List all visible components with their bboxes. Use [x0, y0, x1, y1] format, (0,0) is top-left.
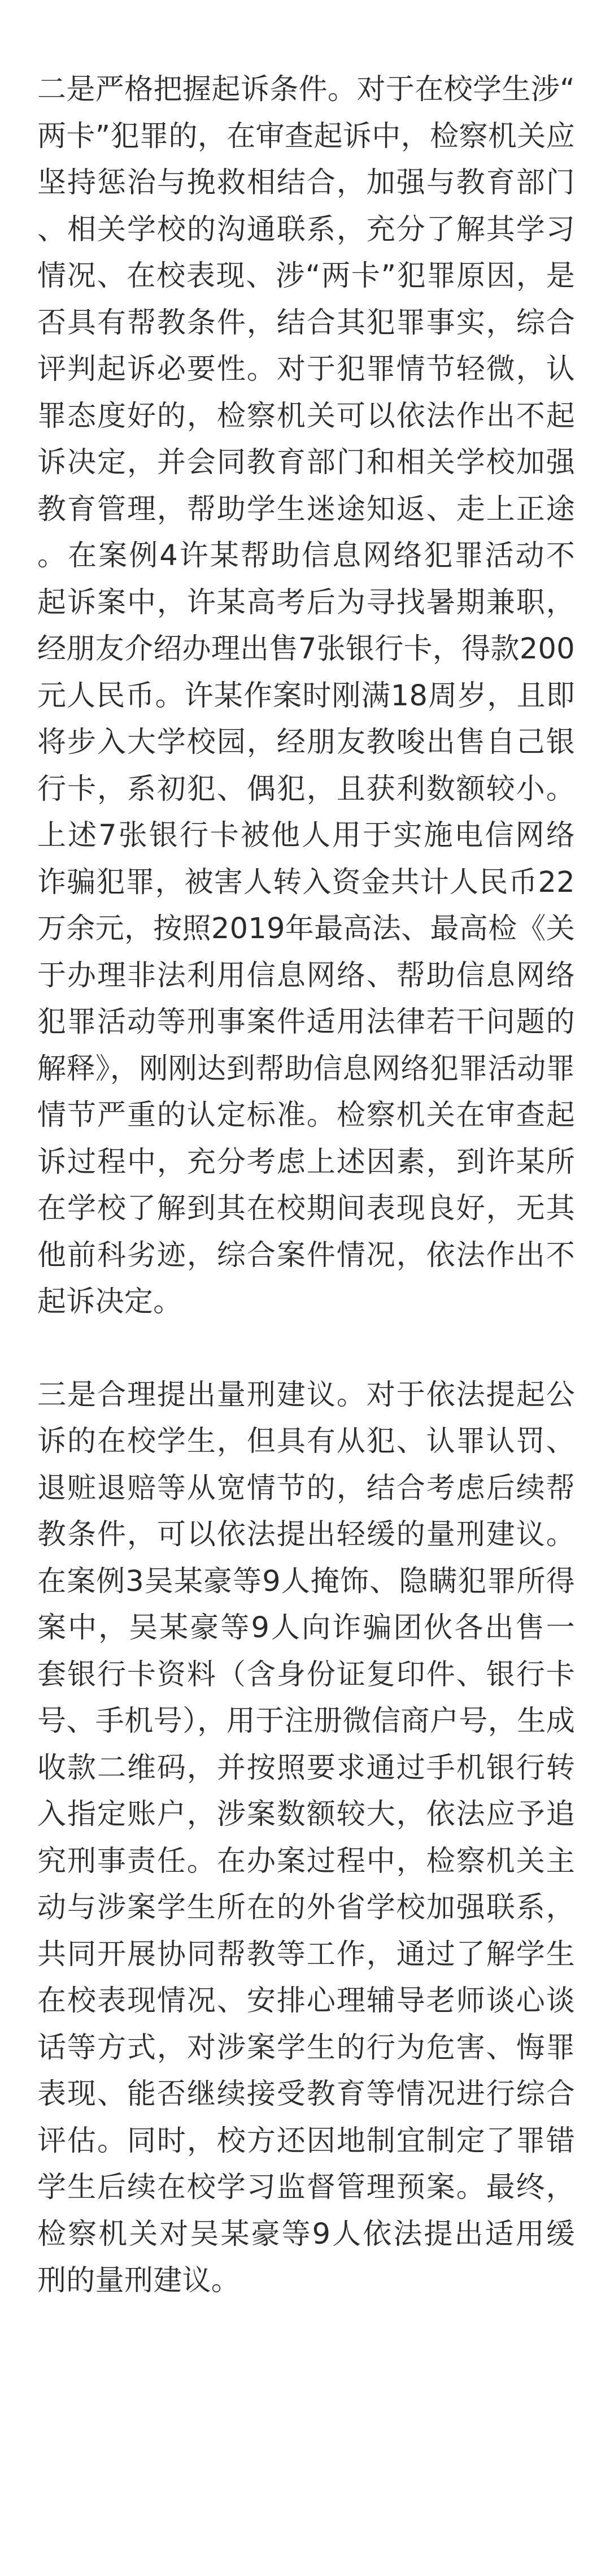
paragraph-sentencing-recommendation: 三是合理提出量刑建议。对于依法提起公诉的在校学生，但具有从犯、认罪认罚、退赃退赔等从宽情节的，结合考虑后续帮教条件，可以依法提出轻缓的量刑建议。在案例3吴某豪等9人掩饰、隐瞒犯罪所得案中，吴某豪等9人向诈骗团伙各出售一套银行卡资料（含身份证复印件、银行卡号、手机号），用于注册微信商户号，生成收款二维码，并按照要求通过手机银行转入指定账户，涉案数额较大，依法应予追究刑事责任。在办案过程中，检察机关主动与涉案学生所在的外省学校加强联系，共同开展协同帮教等工作，通过了解学生在校表现情况、安排心理辅导老师谈心谈话等方式，对涉案学生的行为危害、悔罪表现、能否继续接受教育等情况进行综合评估。同时，校方还因地制宜制定了罪错学生后续在校学习监督管理预案。最终，检察机关对吴某豪等9人依法提出适用缓刑的量刑建议。 — [37, 1378, 575, 2297]
paragraph-prosecution-conditions: 二是严格把握起诉条件。对于在校学生涉“两卡”犯罪的，在审查起诉中，检察机关应坚持惩治与挽救相结合，加强与教育部门、相关学校的沟通联系，充分了解其学习情况、在校表现、涉“两卡”犯罪原因，是否具有帮教条件，结合其犯罪事实，综合评判起诉必要性。对于犯罪情节轻微，认罪态度好的，检察机关可以依法作出不起诉决定，并会同教育部门和相关学校加强教育管理，帮助学生迷途知返、走上正途。在案例4许某帮助信息网络犯罪活动不起诉案中，许某高考后为寻找暑期兼职，经朋友介绍办理出售7张银行卡，得款200元人民币。许某作案时刚满18周岁，且即将步入大学校园，经朋友教唆出售自己银行卡，系初犯、偶犯，且获利数额较小。上述7张银行卡被他人用于实施电信网络诈骗犯罪，被害人转入资金共计人民币22万余元，按照2019年最高法、最高检《关于办理非法利用信息网络、帮助信息网络犯罪活动等刑事案件适用法律若干问题的解释》，刚刚达到帮助信息网络犯罪活动罪情节严重的认定标准。检察机关在审查起诉过程中，充分考虑上述因素，到许某所在学校了解到其在校期间表现良好，无其他前科劣迹，综合案件情况，依法作出不起诉决定。 — [37, 73, 575, 1319]
